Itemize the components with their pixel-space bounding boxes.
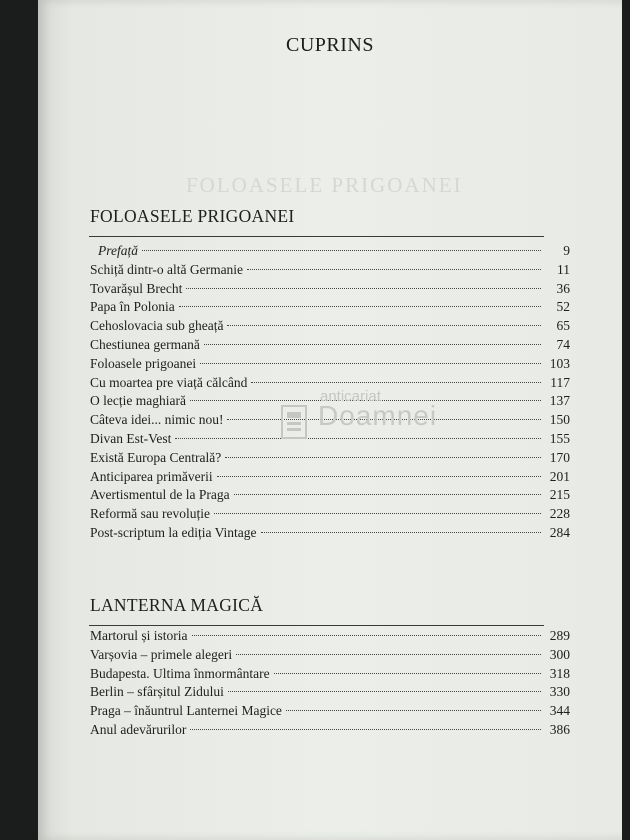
toc-entry-page: 284: [549, 524, 570, 540]
section-divider-1: [89, 236, 544, 237]
dot-leader: [200, 363, 541, 364]
toc-entry-page: 215: [549, 487, 570, 503]
toc-entry-page: 228: [549, 506, 570, 522]
toc-entry-title: Tovarășul Brecht: [90, 280, 183, 296]
toc-entry-title: Papa în Polonia: [90, 299, 175, 315]
toc-entry-page: 300: [549, 646, 570, 662]
toc-entry-title: Berlin – sfârșitul Zidului: [90, 684, 224, 700]
dot-leader: [190, 729, 541, 730]
toc-entry-page: 36: [556, 280, 570, 296]
toc-entry: [90, 486, 570, 505]
dot-leader: [204, 344, 541, 345]
toc-entry-title: Praga – înăuntrul Lanternei Magice: [90, 703, 282, 719]
toc-entry: [90, 702, 570, 721]
toc-entry: [90, 430, 570, 449]
toc-entry: [90, 683, 570, 702]
dot-leader: [192, 635, 542, 636]
toc-entry-page: 52: [556, 299, 570, 315]
toc-entry: [90, 317, 570, 336]
dot-leader: [274, 673, 541, 674]
toc-entry: [90, 646, 570, 665]
dot-leader: [186, 288, 541, 289]
toc-entry-title: Câteva idei... nimic nou!: [90, 412, 224, 428]
toc-entry-page: 74: [556, 336, 570, 352]
toc-entry-page: 201: [549, 468, 570, 484]
toc-entry: [90, 261, 570, 280]
dot-leader: [227, 325, 541, 326]
toc-list-2: [90, 627, 570, 740]
toc-entry-page: 318: [549, 665, 570, 681]
toc-entry-title: Martorul și istoria: [90, 628, 188, 643]
toc-entry-title: Varșovia – primele alegeri: [90, 646, 233, 662]
toc-entry-title: Cu moartea pre viață călcând: [90, 374, 248, 390]
dot-leader: [190, 400, 541, 401]
dot-leader: [142, 250, 541, 251]
toc-entry-page: 170: [549, 449, 570, 465]
dot-leader: [179, 306, 541, 307]
toc-entry-page: 117: [550, 374, 570, 390]
toc-entry-page: 330: [549, 684, 570, 700]
show-through-text: FOLOASELE PRIGOANEI: [186, 173, 463, 197]
dot-leader: [234, 494, 541, 495]
toc-entry-page: 150: [549, 412, 570, 428]
toc-entry: [90, 665, 570, 684]
toc-entry: [90, 524, 570, 543]
toc-entry-title: Chestiunea germană: [90, 336, 200, 352]
toc-entry: [90, 242, 570, 261]
page-title: CUPRINS: [286, 34, 374, 56]
toc-entry-title: Budapesta. Ultima înmormântare: [90, 665, 270, 681]
toc-entry: [90, 449, 570, 468]
dot-leader: [217, 476, 541, 477]
toc-entry-title: Există Europa Centrală?: [90, 449, 222, 465]
toc-entry: [90, 336, 570, 355]
toc-entry-title: Avertismentul de la Praga: [90, 487, 230, 503]
toc-entry-page: 344: [549, 703, 570, 719]
toc-entry: [90, 355, 570, 374]
toc-entry: [90, 721, 570, 740]
toc-entry: [90, 392, 570, 411]
toc-entry-title: Post-scriptum la ediția Vintage: [90, 524, 257, 540]
toc-entry-title: Anticiparea primăverii: [90, 468, 213, 484]
dot-leader: [227, 419, 541, 420]
toc-entry-title: Schiță dintr-o altă Germanie: [90, 261, 244, 277]
toc-entry: [90, 505, 570, 524]
dot-leader: [175, 438, 541, 439]
toc-entry-page: 289: [549, 628, 570, 643]
toc-entry-page: 386: [549, 721, 570, 737]
dot-leader: [225, 457, 541, 458]
toc-entry-page: 65: [556, 318, 570, 334]
watermark-line2: Doamnei: [318, 400, 438, 431]
toc-entry-page: 9: [563, 243, 570, 258]
toc-entry-title: Foloasele prigoanei: [90, 355, 197, 371]
section-heading-1: FOLOASELE PRIGOANEI: [90, 206, 295, 226]
toc-entry-page: 11: [557, 261, 570, 277]
dot-leader: [214, 513, 541, 514]
dot-leader: [247, 269, 541, 270]
toc-list-1: [90, 242, 570, 543]
toc-entry-title: Cehoslovacia sub gheață: [90, 318, 224, 334]
book-page: [38, 0, 622, 840]
toc-entry: [90, 411, 570, 430]
dot-leader: [236, 654, 541, 655]
toc-entry-title: Prefață: [98, 243, 138, 258]
watermark-line1: anticariat: [320, 388, 381, 405]
toc-entry: [90, 468, 570, 487]
dot-leader: [261, 532, 541, 533]
section-heading-2: LANTERNA MAGICĂ: [90, 595, 264, 615]
toc-entry-title: Divan Est-Vest: [90, 430, 172, 446]
toc-entry: [90, 280, 570, 299]
section-divider-2: [89, 625, 544, 626]
toc-entry-page: 103: [549, 355, 570, 371]
toc-entry-title: Reformă sau revoluție: [90, 506, 210, 522]
toc-entry-page: 155: [549, 430, 570, 446]
toc-entry-title: Anul adevărurilor: [90, 721, 187, 737]
dot-leader: [286, 710, 541, 711]
toc-entry: [90, 374, 570, 393]
toc-entry-title: O lecție maghiară: [90, 393, 186, 409]
toc-entry: [90, 298, 570, 317]
dot-leader: [251, 382, 541, 383]
dot-leader: [228, 691, 541, 692]
toc-entry: [90, 627, 570, 646]
toc-entry-page: 137: [549, 393, 570, 409]
